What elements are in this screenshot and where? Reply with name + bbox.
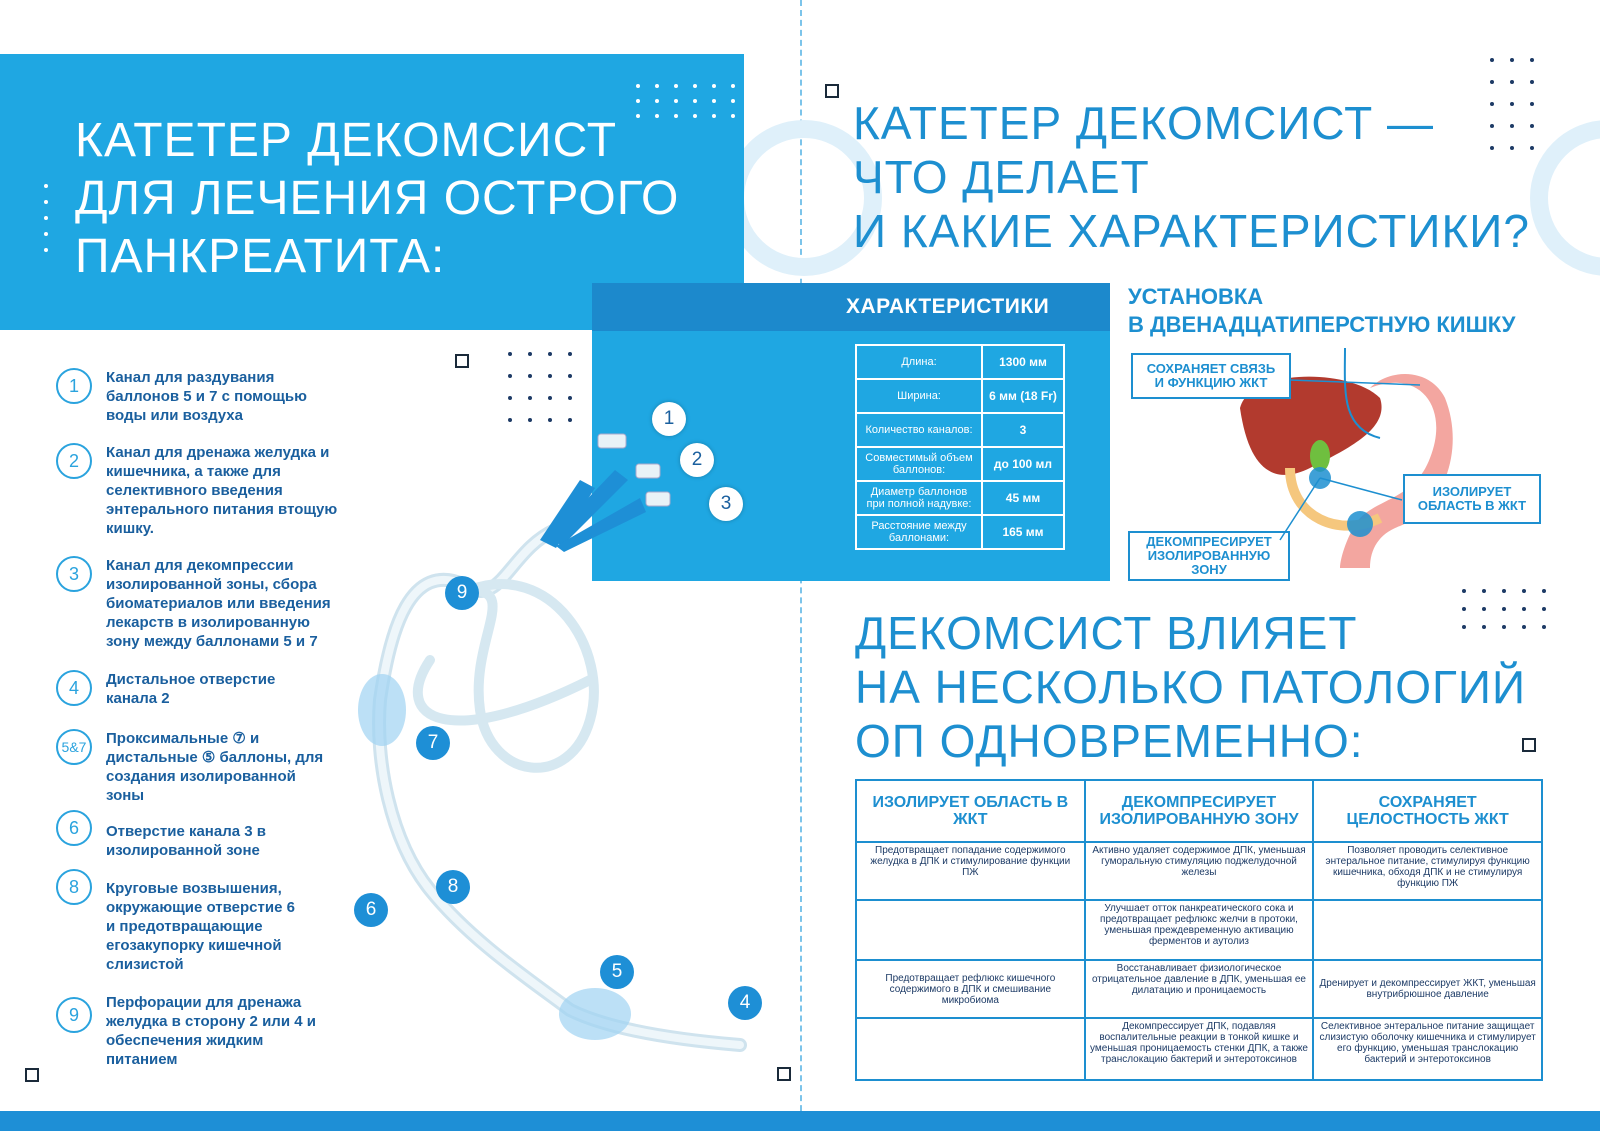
image-label-8: 8: [436, 870, 470, 904]
feature-item-5-7: [56, 729, 356, 805]
number-badge: 1: [56, 368, 92, 404]
spec-label: Диаметр баллонов при полной надувке:: [856, 481, 982, 515]
spec-label: Совместимый объем баллонов:: [856, 447, 982, 481]
decorative-square: [25, 1068, 39, 1082]
spec-value: 3: [982, 413, 1064, 447]
table-cell: Дренирует и декомпрессирует ЖКТ, уменьшая внутрибрюшное давление: [1313, 960, 1542, 1018]
spec-value: до 100 мл: [982, 447, 1064, 481]
table-row: [856, 842, 1542, 900]
decorative-dots-grid: [508, 352, 572, 422]
image-label-6: 6: [354, 893, 388, 927]
feature-text: Канал для дренажа желудка и кишечника, а также для селективного введения энтерального питания втощую кишку.: [106, 444, 338, 537]
spec-label: Расстояние между баллонами:: [856, 515, 982, 549]
decorative-dots-vertical: [44, 184, 48, 252]
callout-leader-lines: [1120, 340, 1540, 580]
number-badge: 5&7: [56, 729, 92, 765]
right-title-line-3: И КАКИЕ ХАРАКТЕРИСТИКИ?: [853, 205, 1530, 257]
table-row: [856, 1018, 1542, 1080]
characteristics-table: [855, 344, 1065, 550]
feature-text: Канал для раздувания баллонов 5 и 7 с помощью воды или воздуха: [106, 369, 307, 424]
feature-text: Проксимальные ⑦ и дистальные ⑤ баллоны, для создания изолированной зоны: [106, 730, 324, 804]
spec-value: 165 мм: [982, 515, 1064, 549]
image-label-5: 5: [600, 955, 634, 989]
image-label-1: 1: [652, 402, 686, 436]
table-cell: [1313, 900, 1542, 960]
feature-text: Круговые возвышения, окружающие отверстие 6 и предотвращающие егозакупорку кишечной слизистой: [106, 880, 295, 973]
image-label-7: 7: [416, 726, 450, 760]
feature-item-8: [56, 869, 356, 974]
number-badge: 9: [56, 997, 92, 1033]
callout-decompresses-zone: ДЕКОМПРЕСИРУЕТ ИЗОЛИРОВАННУЮ ЗОНУ: [1128, 531, 1290, 581]
pathologies-title: [855, 606, 1575, 768]
image-label-3: 3: [709, 487, 743, 521]
feature-item-2: [56, 443, 356, 538]
spec-value: 6 мм (18 Fr): [982, 379, 1064, 413]
installation-title: [1128, 283, 1588, 339]
spec-label: Длина:: [856, 345, 982, 379]
feature-item-9: [56, 994, 356, 1069]
decorative-square: [825, 84, 839, 98]
left-title-line-1: КАТЕТЕР ДЕКОМСИСТ: [75, 114, 618, 167]
feature-text: Дистальное отверстие канала 2: [106, 671, 276, 707]
number-badge: 6: [56, 810, 92, 846]
image-label-9: 9: [445, 576, 479, 610]
table-cell: Декомпрессирует ДПК, подавляя воспалительные реакции в тонкой кишке и уменьшая проницаемость стенки ДПК, а также транслокацию бактерий и энтеротоксинов: [1085, 1018, 1314, 1080]
left-page-title: [75, 112, 715, 286]
image-label-2: 2: [680, 443, 714, 477]
image-label-4: 4: [728, 986, 762, 1020]
right-page-title: [853, 96, 1573, 258]
section-title-line-1: ДЕКОМСИСТ ВЛИЯЕТ: [855, 607, 1358, 659]
callout-isolates-area: ИЗОЛИРУЕТ ОБЛАСТЬ В ЖКТ: [1403, 474, 1541, 524]
column-header-preserves: СОХРАНЯЕТ ЦЕЛОСТНОСТЬ ЖКТ: [1313, 780, 1542, 842]
install-title-line-2: В ДВЕНАДЦАТИПЕРСТНУЮ КИШКУ: [1128, 312, 1516, 337]
right-title-line-2: ЧТО ДЕЛАЕТ: [853, 151, 1150, 203]
table-row: [856, 900, 1542, 960]
table-cell: Активно удаляет содержимое ДПК, уменьшая гуморальную стимуляцию поджелудочной железы: [1085, 842, 1314, 900]
table-cell: Предотвращает рефлюкс кишечного содержимого в ДПК и смешивание микробиома: [856, 960, 1085, 1018]
feature-item-1: [56, 368, 356, 425]
table-cell: Восстанавливает физиологическое отрицательное давление в ДПК, уменьшая ее дилатацию и проницаемость: [1085, 960, 1314, 1018]
feature-item-4: [56, 670, 356, 708]
feature-item-3: [56, 556, 356, 651]
section-title-line-2: НА НЕСКОЛЬКО ПАТОЛОГИЙ: [855, 661, 1527, 713]
table-cell: [856, 900, 1085, 960]
decorative-square: [455, 354, 469, 368]
right-title-line-1: КАТЕТЕР ДЕКОМСИСТ —: [853, 97, 1434, 149]
number-badge: 3: [56, 556, 92, 592]
column-header-decompresses: ДЕКОМПРЕСИРУЕТ ИЗОЛИРОВАННУЮ ЗОНУ: [1085, 780, 1314, 842]
table-cell: Селективное энтеральное питание защищает слизистую оболочку кишечника и стимулирует его функцию, уменьшая транслокацию бактерий и энтеротоксинов: [1313, 1018, 1542, 1080]
feature-item-6: [56, 810, 356, 860]
install-title-line-1: УСТАНОВКА: [1128, 284, 1264, 309]
spec-value: 1300 мм: [982, 345, 1064, 379]
table-cell: [856, 1018, 1085, 1080]
number-badge: 4: [56, 670, 92, 706]
section-title-line-3: ОП ОДНОВРЕМЕННО:: [855, 715, 1364, 767]
left-title-line-2: ДЛЯ ЛЕЧЕНИЯ ОСТРОГО: [75, 172, 680, 225]
feature-text: Перфорации для дренажа желудка в сторону 2 или 4 и обеспечения жидким питанием: [106, 994, 316, 1068]
number-badge: 2: [56, 443, 92, 479]
pathologies-table: [855, 779, 1543, 1081]
left-title-line-3: ПАНКРЕАТИТА:: [75, 230, 446, 283]
number-badge: 8: [56, 869, 92, 905]
bottom-accent-bar: [0, 1111, 1600, 1131]
column-header-isolates: ИЗОЛИРУЕТ ОБЛАСТЬ В ЖКТ: [856, 780, 1085, 842]
table-cell: Предотвращает попадание содержимого желудка в ДПК и стимулирование функции ПЖ: [856, 842, 1085, 900]
spec-label: Количество каналов:: [856, 413, 982, 447]
table-row: [856, 960, 1542, 1018]
table-cell: Позволяет проводить селективное энтеральное питание, стимулируя функцию кишечника, обходя ДПК и не стимулируя функцию ПЖ: [1313, 842, 1542, 900]
callout-keeps-function: СОХРАНЯЕТ СВЯЗЬ И ФУНКЦИЮ ЖКТ: [1131, 353, 1291, 399]
spec-value: 45 мм: [982, 481, 1064, 515]
feature-text: Канал для декомпрессии изолированной зоны, сбора биоматериалов или введения лекарств в изолированную зону между баллонами 5 и 7: [106, 557, 331, 650]
feature-text: Отверстие канала 3 в изолированной зоне: [106, 823, 266, 859]
characteristics-title: ХАРАКТЕРИСТИКИ: [846, 295, 1050, 318]
table-cell: Улучшает отток панкреатического сока и предотвращает рефлюкс желчи в протоки, уменьшая преждевременную активацию ферментов и аутолиз: [1085, 900, 1314, 960]
spec-label: Ширина:: [856, 379, 982, 413]
